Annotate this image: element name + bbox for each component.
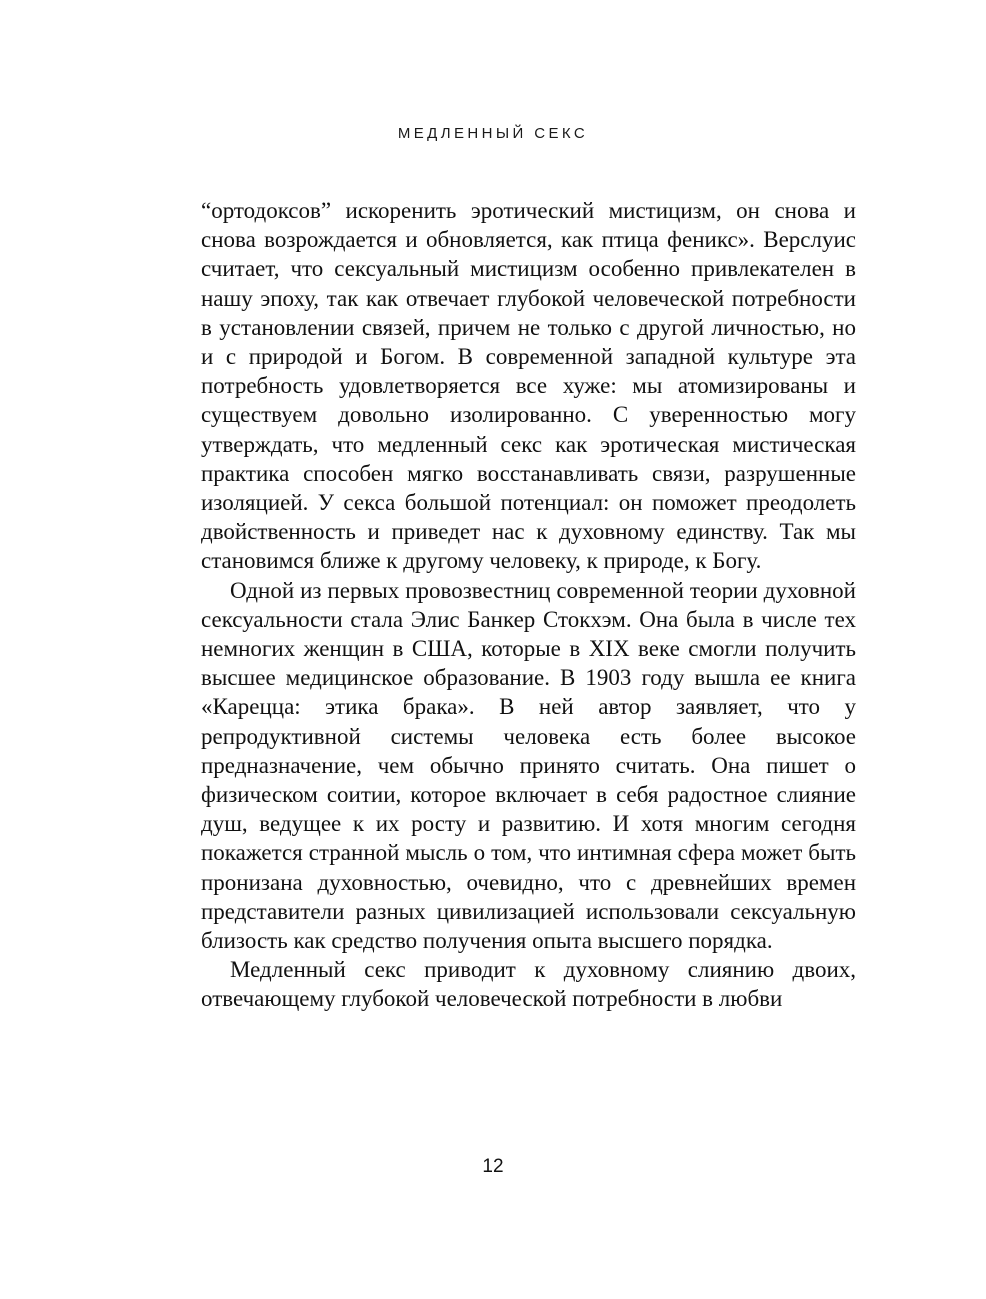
- paragraph-2: Одной из первых провозвестниц современной теории духовной сексуальности стала Элис Банкер Стокхэм. Она была в числе тех немногих женщин в США, которые в XIX веке смогли получить высшее медицинское образование. В 1903 году вышла ее книга «Карецца: этика брака». В ней автор заявляет, что у репродуктивной системы человека есть более высокое предназначение, чем обычно принято считать. Она пишет о физическом соитии, которое включает в себя радостное слияние душ, ведущее к их росту и развитию. И хотя многим сегодня покажется странной мысль о том, что интимная сфера может быть пронизана духовностью, очевидно, что с древнейших времен представители разных цивилизацией использовали сексуальную близость как средство получения опыта высшего порядка.: [201, 577, 856, 954]
- paragraph-1: “ортодоксов” искоренить эротический мистицизм, он снова и снова возрождается и обновляется, как птица феникс». Верслуис считает, что сексуальный мистицизм особенно привлекателен в нашу эпоху, так как отвечает глубокой человеческой потребности в установлении связей, причем не только с другой личностью, но и с природой и Богом. В современной западной культуре эта потребность удовлетворяется все хуже: мы атомизированы и существуем довольно изолированно. С уверенностью могу утверждать, что медленный секс как эротическая мистическая практика способен мягко восстанавливать связи, разрушенные изоляцией. У секса большой потенциал: он поможет преодолеть двойственность и приведет нас к духовному единству. Так мы становимся ближе к другому человеку, к природе, к Богу.: [201, 198, 856, 574]
- running-head: МЕДЛЕННЫЙ СЕКС: [397, 125, 589, 142]
- page-number: 12: [482, 1156, 504, 1177]
- paragraph-3: Медленный секс приводит к духовному слиянию двоих, отвечающему глубокой человеческой потребности в любви: [201, 957, 856, 1012]
- body-text: [201, 196, 856, 1014]
